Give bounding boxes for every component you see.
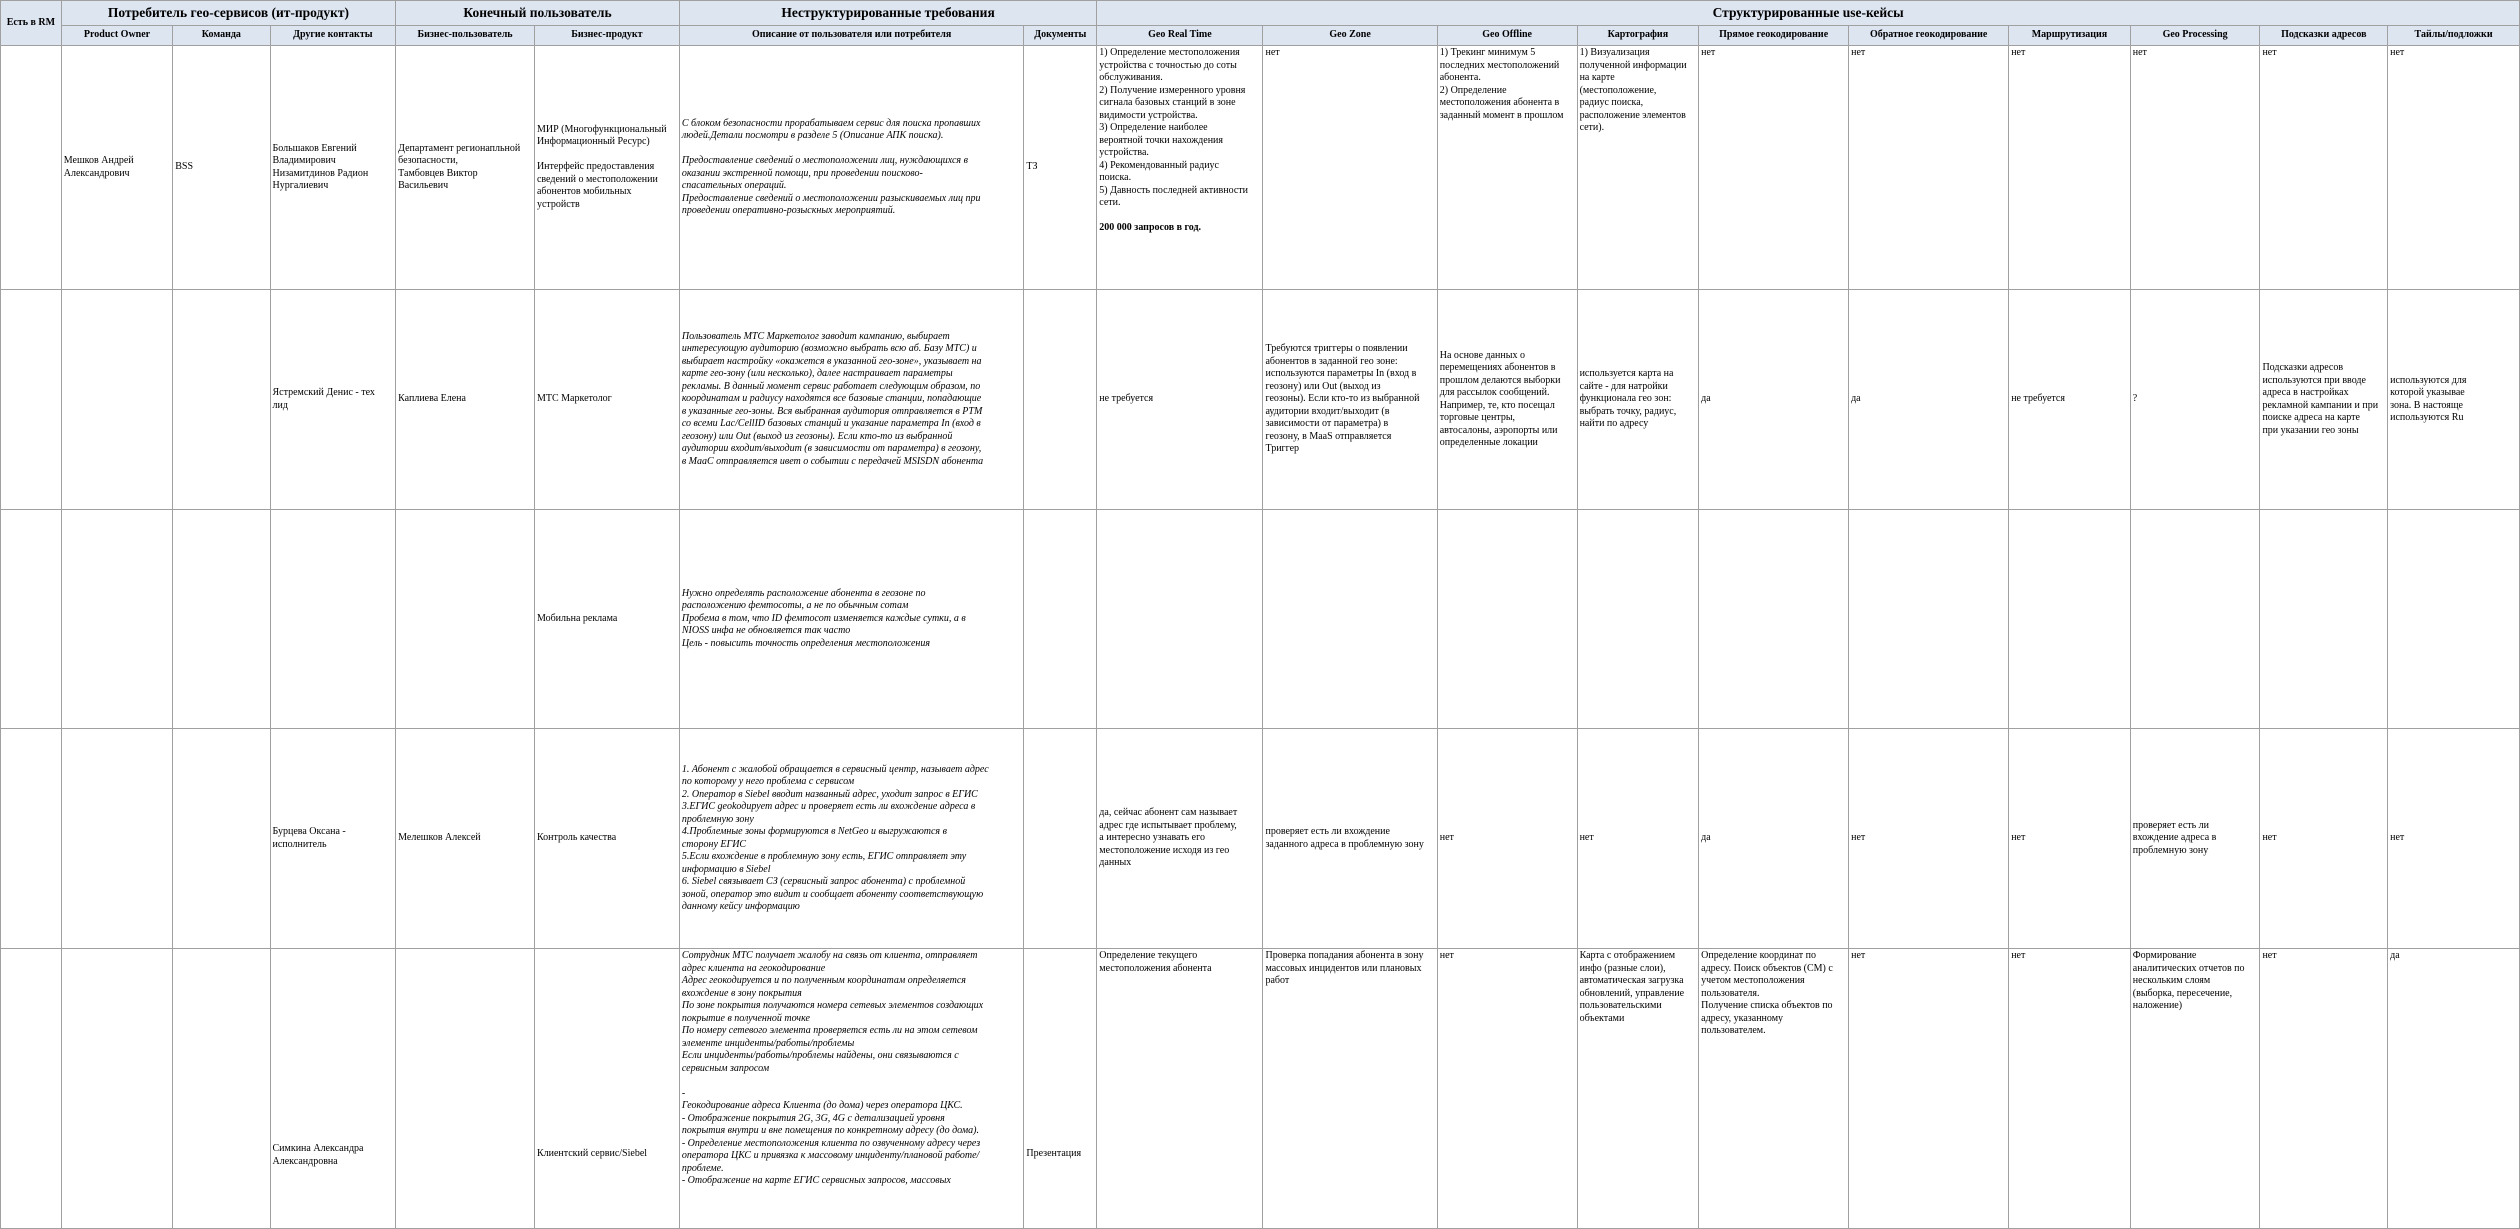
cell-geo-processing[interactable]: ? [2130, 290, 2260, 510]
col-business-product[interactable]: Бизнес-продукт [534, 26, 679, 46]
cell-business-product[interactable]: Мобильна реклама [534, 510, 679, 729]
cell-geo-processing[interactable]: проверяет есть ли вхождение адреса в проблемную зону [2130, 729, 2260, 949]
col-geocoding[interactable]: Прямое геокодирование [1699, 26, 1849, 46]
cell-rm[interactable] [1, 46, 62, 290]
cell-business-user[interactable]: Мелешков Алексей [396, 729, 535, 949]
geo-real-time-volume: 200 000 запросов в год. [1099, 221, 1202, 233]
cell-geo-zone[interactable]: Проверка попадания абонента в зону массовых инцидентов или плановых работ [1263, 949, 1437, 1229]
cell-business-user[interactable]: Каплиева Елена [396, 290, 535, 510]
cell-reverse-geocoding[interactable] [1849, 510, 2009, 729]
cell-team[interactable]: BSS [173, 46, 270, 290]
cell-address-suggest[interactable]: нет [2260, 729, 2388, 949]
col-routing[interactable]: Маршрутизация [2009, 26, 2131, 46]
cell-description[interactable]: 1. Абонент с жалобой обращается в сервисный центр, называет адрес по которому у него проблема с сервисом 2. Оператор в Siebel вводит названный адрес, уходит запрос в ЕГИС 3.ЕГИС geokодирует адрес и проверяет есть ли вхождение адреса в проблемную зону 4.Проблемные зоны формируются в NetGeo и выгружаются в сторону ЕГИС 5.Если вхождение в проблемную зону есть, ЕГИС отправляет эту информацию в Siebel 6. Siebel связывает СЗ (сервисный запрос абонента) с проблемной зоной, оператор это видит и сообщает абоненту соответствующую данному кейсу информацию [679, 729, 1024, 949]
cell-documents[interactable] [1024, 729, 1097, 949]
group-structured[interactable]: Структурированные use-кейсы [1097, 1, 2520, 26]
cell-tiles[interactable]: используются для которой указывае зона. В настояще используются Ru [2388, 290, 2520, 510]
table-row [1, 510, 2520, 729]
cell-business-product[interactable]: Клиентский сервис/Siebel [534, 949, 679, 1229]
cell-team[interactable] [173, 290, 270, 510]
cell-description[interactable]: Пользователь МТС Маркетолог заводит кампанию, выбирает интересующую аудиторию (возможно выбрать всю аб. Базу МТС) и выбирает настройку «окажется в указанной гео-зоне», указывает на карте гео-зону (или несколько), далее настраивает параметры рекламы. В данный момент сервис работает следующим образом, по координатам и радиусу находятся все базовые станции, попадающие в указанные гео-зоны. Вся выбранная аудитория отправляется в PTM со всеми Lac/CellID базовых станций и указание параметра In (вход в геозону) или Out (выход из геозоны). Если кто-то из выбранной аудитории входит/выходит (в зависимости от параметра) в геозону, в MaaC отправляется ивет о событии с передачей MSISDN абонента [679, 290, 1024, 510]
cell-address-suggest[interactable]: Подсказки адресов используются при вводе адреса в настройках рекламной кампании и при поиске адреса на карте при указании гео зоны [2260, 290, 2388, 510]
cell-geo-zone[interactable]: нет [1263, 46, 1437, 290]
cell-other-contacts[interactable]: Ястремский Денис - тех лид [270, 290, 396, 510]
group-consumer[interactable]: Потребитель гео-сервисов (ит-продукт) [61, 1, 395, 26]
cell-reverse-geocoding[interactable]: нет [1849, 46, 2009, 290]
cell-product-owner[interactable] [61, 290, 172, 510]
cell-cartography[interactable]: используется карта на сайте - для натройки функционала гео зон: выбрать точку, радиус, найти по адресу [1577, 290, 1699, 510]
cell-tiles[interactable] [2388, 510, 2520, 729]
col-geo-real-time[interactable]: Geo Real Time [1097, 26, 1263, 46]
cell-geo-processing[interactable] [2130, 510, 2260, 729]
group-unstructured[interactable]: Неструктурированные требования [679, 1, 1096, 26]
cell-geo-real-time[interactable]: Определение текущего местоположения абонента [1097, 949, 1263, 1229]
cell-reverse-geocoding[interactable]: нет [1849, 949, 2009, 1229]
cell-geocoding[interactable]: Определение координат по адресу. Поиск объектов (СМ) с учетом местоположения пользователя. Получение списка объектов по адресу, указанному пользователем. [1699, 949, 1849, 1229]
cell-cartography[interactable]: Карта с отображением инфо (разные слои), автоматическая загрузка обновлений, управление пользовательскими объектами [1577, 949, 1699, 1229]
cell-geo-zone[interactable]: Требуются триггеры о появлении абонентов в заданной гео зоне: используются параметры In (вход в геозону) или Out (выход из геозоны). Если кто-то из выбранной аудитории входит/выходит (в зависимости от параметра) в геозону, в MaaS отправляется Триггер [1263, 290, 1437, 510]
cell-geocoding[interactable]: нет [1699, 46, 1849, 290]
column-header-row [1, 26, 2520, 46]
cell-rm[interactable] [1, 949, 62, 1229]
cell-team[interactable] [173, 510, 270, 729]
cell-documents[interactable] [1024, 290, 1097, 510]
cell-rm[interactable] [1, 729, 62, 949]
col-tiles[interactable]: Тайлы/подложки [2388, 26, 2520, 46]
cell-cartography[interactable]: нет [1577, 729, 1699, 949]
cell-geo-zone[interactable]: проверяет есть ли вхождение заданного адреса в проблемную зону [1263, 729, 1437, 949]
cell-geo-real-time[interactable] [1097, 510, 1263, 729]
geo-real-time-text: 1) Определение местоположения устройства с точностью до соты обслуживания. 2) Получение измеренного уровня сигнала базовых станций в зоне видимости устройства. 3) Определение наиболее вероятной точки нахождения устройства. 4) Рекомендованный радиус поиска. 5) Давность последней активности сети. [1099, 47, 1249, 208]
col-geo-offline[interactable]: Geo Offline [1437, 26, 1577, 46]
cell-other-contacts[interactable] [270, 510, 396, 729]
cell-routing[interactable]: нет [2009, 46, 2131, 290]
cell-documents[interactable] [1024, 510, 1097, 729]
cell-geo-processing[interactable]: Формирование аналитических отчетов по нескольким слоям (выборка, пересечение, наложение) [2130, 949, 2260, 1229]
cell-geo-real-time[interactable]: не требуется [1097, 290, 1263, 510]
cell-routing[interactable] [2009, 510, 2131, 729]
cell-geo-zone[interactable] [1263, 510, 1437, 729]
cell-tiles[interactable]: да [2388, 949, 2520, 1229]
col-team[interactable]: Команда [173, 26, 270, 46]
col-geo-zone[interactable]: Geo Zone [1263, 26, 1437, 46]
cell-geo-real-time[interactable]: да, сейчас абонент сам называет адрес где испытывает проблему, а интересно узнавать его местоположение исходя из гео данных [1097, 729, 1263, 949]
cell-product-owner[interactable] [61, 510, 172, 729]
cell-geocoding[interactable]: да [1699, 729, 1849, 949]
col-reverse-geocoding[interactable]: Обратное геокодирование [1849, 26, 2009, 46]
cell-product-owner[interactable] [61, 949, 172, 1229]
cell-documents[interactable]: Презентация [1024, 949, 1097, 1229]
col-geo-processing[interactable]: Geo Processing [2130, 26, 2260, 46]
table-row [1, 46, 2520, 290]
cell-reverse-geocoding[interactable]: нет [1849, 729, 2009, 949]
cell-geo-offline[interactable]: 1) Трекинг минимум 5 последних местоположений абонента. 2) Определение местоположения абонента в заданный момент в прошлом [1437, 46, 1577, 290]
cell-product-owner[interactable]: Мешков Андрей Александрович [61, 46, 172, 290]
cell-geo-offline[interactable]: На основе данных о перемещениях абонентов в прошлом делаются выборки для рассылок сообщений. Например, те, кто посещал торговые центры, автосалоны, аэропорты или определенные локации [1437, 290, 1577, 510]
cell-description[interactable]: С блоком безопасности прорабатываем сервис для поиска пропавших людей.Детали посмотри в разделе 5 (Описание АПК поиска). Предоставление сведений о местоположении лиц, нуждающихся в оказании экстренной помощи, при проведении поисково- спасательных операций. Предоставление сведений о местоположении разыскиваемых лиц при проведении оперативно-розыскных мероприятий. [679, 46, 1024, 290]
cell-business-product[interactable]: МТС Маркетолог [534, 290, 679, 510]
cell-geocoding[interactable]: да [1699, 290, 1849, 510]
cell-business-product[interactable]: МИР (Многофункциональный Информационный Ресурс) Интерфейс предоставления сведений о местоположении абонентов мобильных устройств [534, 46, 679, 290]
table-row [1, 729, 2520, 949]
col-description[interactable]: Описание от пользователя или потребителя [679, 26, 1024, 46]
cell-rm[interactable] [1, 290, 62, 510]
col-cartography[interactable]: Картография [1577, 26, 1699, 46]
cell-geo-offline[interactable]: нет [1437, 729, 1577, 949]
cell-address-suggest[interactable]: нет [2260, 46, 2388, 290]
col-business-user[interactable]: Бизнес-пользователь [396, 26, 535, 46]
cell-geo-processing[interactable]: нет [2130, 46, 2260, 290]
cell-business-product[interactable]: Контроль качества [534, 729, 679, 949]
cell-tiles[interactable]: нет [2388, 729, 2520, 949]
cell-other-contacts[interactable]: Большаков Евгений Владимирович Низамитдинов Радион Нургалиевич [270, 46, 396, 290]
cell-geocoding[interactable] [1699, 510, 1849, 729]
col-other-contacts[interactable]: Другие контакты [270, 26, 396, 46]
cell-other-contacts[interactable]: Симкина Александра Александровна [270, 949, 396, 1229]
cell-business-user[interactable] [396, 949, 535, 1229]
col-documents[interactable]: Документы [1024, 26, 1097, 46]
cell-geo-offline[interactable]: нет [1437, 949, 1577, 1229]
cell-address-suggest[interactable]: нет [2260, 949, 2388, 1229]
col-address-suggest[interactable]: Подсказки адресов [2260, 26, 2388, 46]
group-header-row [1, 1, 2520, 26]
cell-documents[interactable]: ТЗ [1024, 46, 1097, 290]
cell-product-owner[interactable] [61, 729, 172, 949]
cell-team[interactable] [173, 949, 270, 1229]
cell-address-suggest[interactable] [2260, 510, 2388, 729]
cell-rm[interactable] [1, 510, 62, 729]
cell-routing[interactable]: нет [2009, 949, 2131, 1229]
cell-business-user[interactable] [396, 510, 535, 729]
group-end-user[interactable]: Конечный пользователь [396, 1, 680, 26]
cell-description[interactable]: Нужно определять расположение абонента в геозоне по расположению фемтосоты, а не по обычным сотам Пробема в том, что ID фемтосот изменяется каждые сутки, а в NIOSS инфа не обновляется так часто Цель - повысить точность определения местоположения [679, 510, 1024, 729]
cell-team[interactable] [173, 729, 270, 949]
cell-geo-real-time[interactable] [1097, 46, 1263, 290]
cell-routing[interactable]: нет [2009, 729, 2131, 949]
col-product-owner[interactable]: Product Owner [61, 26, 172, 46]
header-rm[interactable]: Есть в RM [1, 1, 62, 46]
cell-description[interactable]: Сотрудник МТС получает жалобу на связь от клиента, отправляет адрес клиента на геокодирование Адрес геокодируется и по полученным координатам определяется вхождение в зону покрытия По зоне покрытия получаются номера сетевых элементов создающих покрытие в полученной точке По номеру сетевого элемента проверяется есть ли на этом сетевом элементе инциденты/работы/проблемы Если инциденты/работы/проблемы найдены, они связываются с сервисным запросом - Геокодирование адреса Клиента (до дома) через оператора ЦКС. - Отображение покрытия 2G, 3G, 4G с детализацией уровня покрытия внутри и вне помещения по конкретному адресу (до дома). - Определение местоположения клиента по озвученному адресу через оператора ЦКС и привязка к массовому инциденту/плановой работе/ проблеме. - Отображение на карте ЕГИС сервисных запросов, массовых [679, 949, 1024, 1229]
cell-cartography[interactable]: 1) Визуализация полученной информации на карте (местоположение, радиус поиска, расположение элементов сети). [1577, 46, 1699, 290]
cell-other-contacts[interactable]: Бурцева Оксана - исполнитель [270, 729, 396, 949]
cell-cartography[interactable] [1577, 510, 1699, 729]
cell-business-user[interactable]: Департамент регионапльной безопасности, Тамбовцев Виктор Васильевич [396, 46, 535, 290]
table-row [1, 949, 2520, 1229]
cell-routing[interactable]: не требуется [2009, 290, 2131, 510]
cell-tiles[interactable]: нет [2388, 46, 2520, 290]
cell-reverse-geocoding[interactable]: да [1849, 290, 2009, 510]
cell-geo-offline[interactable] [1437, 510, 1577, 729]
table-row [1, 290, 2520, 510]
